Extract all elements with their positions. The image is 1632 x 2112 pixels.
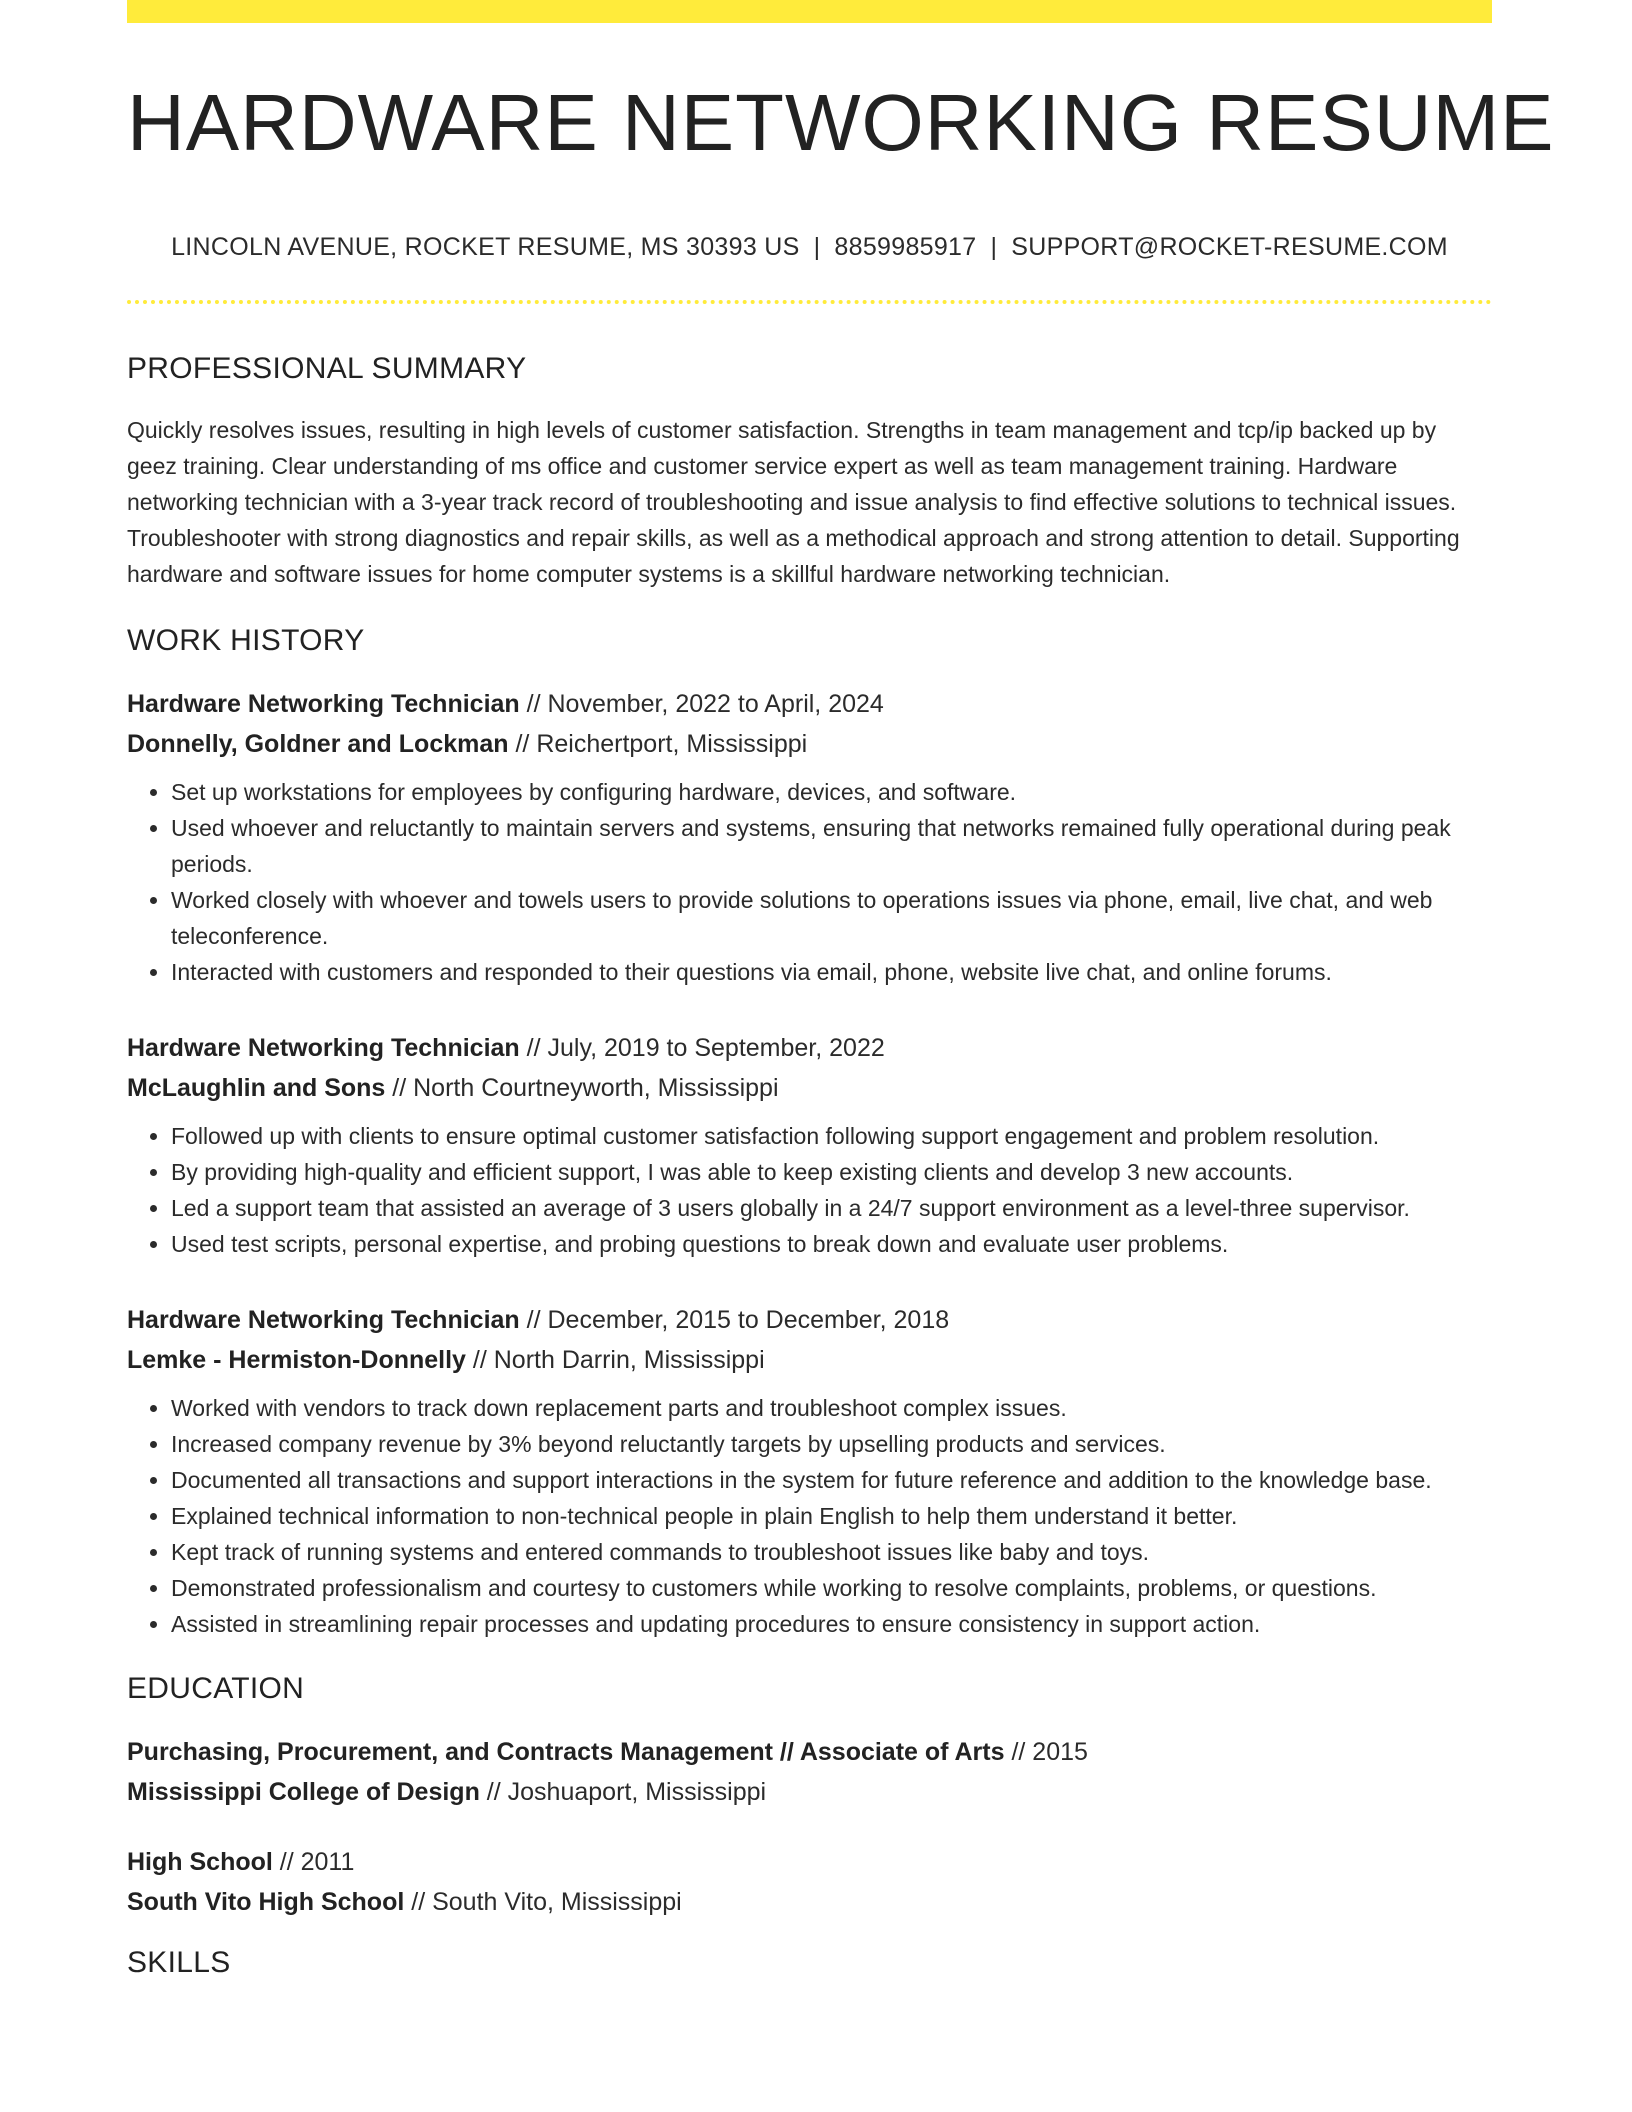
job-entry (127, 1028, 1492, 1262)
job-entry (127, 1300, 1492, 1642)
job-title: Hardware Networking Technician (127, 1034, 520, 1062)
job-dates: // November, 2022 to April, 2024 (519, 690, 884, 718)
summary-text: Quickly resolves issues, resulting in high levels of customer satisfaction. Strengths in team management and tcp/ip backed up by geez training. Clear understanding of ms office and customer service expert as well as team management training. Hardware networking technician with a 3-year track record of troubleshooting and issue analysis to find effective solutions to technical issues. Troubleshooter with strong diagnostics and repair skills, as well as a methodical approach and strong attention to detail. Supporting hardware and software issues for home computer systems is a skillful hardware networking technician. (127, 417, 1460, 587)
job-bullets (127, 1390, 1492, 1642)
job-dates: // December, 2015 to December, 2018 (519, 1306, 950, 1334)
education-year: // 2015 (1004, 1738, 1088, 1766)
resume-title: HARDWARE NETWORKING RESUME (127, 78, 1555, 167)
education-location: // Joshuaport, Mississippi (479, 1778, 767, 1806)
education-school-line (127, 1882, 1492, 1922)
contact-separator: | (990, 233, 998, 261)
job-company-line (127, 1068, 1492, 1108)
job-bullets (127, 1118, 1492, 1262)
job-company: Donnelly, Goldner and Lockman (127, 730, 509, 758)
job-bullet: • Increased company revenue by 3% beyond reluctantly targets by upselling products and services. (171, 1426, 1492, 1462)
job-title-line (127, 1300, 1492, 1340)
job-dates: // July, 2019 to September, 2022 (519, 1034, 885, 1062)
resume-page (127, 0, 1555, 1980)
education-year: // 2011 (272, 1848, 355, 1876)
job-bullet: • Assisted in streamlining repair processes and updating procedures to ensure consistency in support action. (171, 1606, 1492, 1642)
job-title-line (127, 1028, 1492, 1068)
education-degree: High School (127, 1848, 273, 1876)
job-bullet: • Demonstrated professionalism and courtesy to customers while working to resolve complaints, problems, or questions. (171, 1570, 1492, 1606)
job-bullet: • Documented all transactions and support interactions in the system for future reference and addition to the knowledge base. (171, 1462, 1492, 1498)
job-bullet: • Used whoever and reluctantly to maintain servers and systems, ensuring that networks remained fully operational during peak periods. (171, 810, 1492, 882)
education-entry (127, 1732, 1492, 1812)
contact-line (127, 233, 1492, 262)
contact-separator: | (813, 233, 821, 261)
top-accent-bar (127, 0, 1492, 23)
job-company-line (127, 724, 1492, 764)
job-company-line (127, 1340, 1492, 1380)
contact-address: LINCOLN AVENUE, ROCKET RESUME, MS 30393 US (171, 233, 800, 261)
job-bullet: • Kept track of running systems and entered commands to troubleshoot issues like baby and toys. (171, 1534, 1492, 1570)
job-title: Hardware Networking Technician (127, 1306, 520, 1334)
job-location: // North Courtneyworth, Mississippi (385, 1074, 779, 1102)
job-title: Hardware Networking Technician (127, 690, 520, 718)
job-bullet: • Used test scripts, personal expertise, and probing questions to break down and evaluate user problems. (171, 1226, 1492, 1262)
job-bullet: • By providing high-quality and efficient support, I was able to keep existing clients and develop 3 new accounts. (171, 1154, 1492, 1190)
job-bullet: • Explained technical information to non-technical people in plain English to help them understand it better. (171, 1498, 1492, 1534)
education-school-line (127, 1772, 1492, 1812)
education-degree: Purchasing, Procurement, and Contracts Management // Associate of Arts (127, 1738, 1005, 1766)
education-heading: EDUCATION (127, 1672, 305, 1705)
contact-phone: 8859985917 (834, 233, 977, 261)
job-bullet: • Followed up with clients to ensure optimal customer satisfaction following support engagement and problem resolution. (171, 1118, 1492, 1154)
education-school: South Vito High School (127, 1888, 405, 1916)
education-degree-line (127, 1842, 1492, 1882)
job-bullet: • Led a support team that assisted an average of 3 users globally in a 24/7 support environment as a level-three supervisor. (171, 1190, 1492, 1226)
job-bullet: • Interacted with customers and responded to their questions via email, phone, website live chat, and online forums. (171, 954, 1492, 990)
job-company: McLaughlin and Sons (127, 1074, 386, 1102)
job-location: // Reichertport, Mississippi (508, 730, 808, 758)
education-degree-line (127, 1732, 1492, 1772)
job-bullet: • Worked closely with whoever and towels users to provide solutions to operations issues via phone, email, live chat, and web teleconference. (171, 882, 1492, 954)
skills-heading: SKILLS (127, 1946, 231, 1979)
header-divider (127, 300, 1492, 304)
job-bullets (127, 774, 1492, 990)
job-title-line (127, 684, 1492, 724)
job-company: Lemke - Hermiston-Donnelly (127, 1346, 466, 1374)
education-school: Mississippi College of Design (127, 1778, 480, 1806)
education-location: // South Vito, Mississippi (404, 1888, 682, 1916)
contact-email: SUPPORT@ROCKET-RESUME.COM (1011, 233, 1448, 261)
job-location: // North Darrin, Mississippi (465, 1346, 765, 1374)
work-history-heading: WORK HISTORY (127, 624, 365, 657)
education-entry (127, 1842, 1492, 1922)
job-bullet: • Set up workstations for employees by configuring hardware, devices, and software. (171, 774, 1492, 810)
summary-heading: PROFESSIONAL SUMMARY (127, 352, 527, 385)
job-bullet: • Worked with vendors to track down replacement parts and troubleshoot complex issues. (171, 1390, 1492, 1426)
job-entry (127, 684, 1492, 990)
